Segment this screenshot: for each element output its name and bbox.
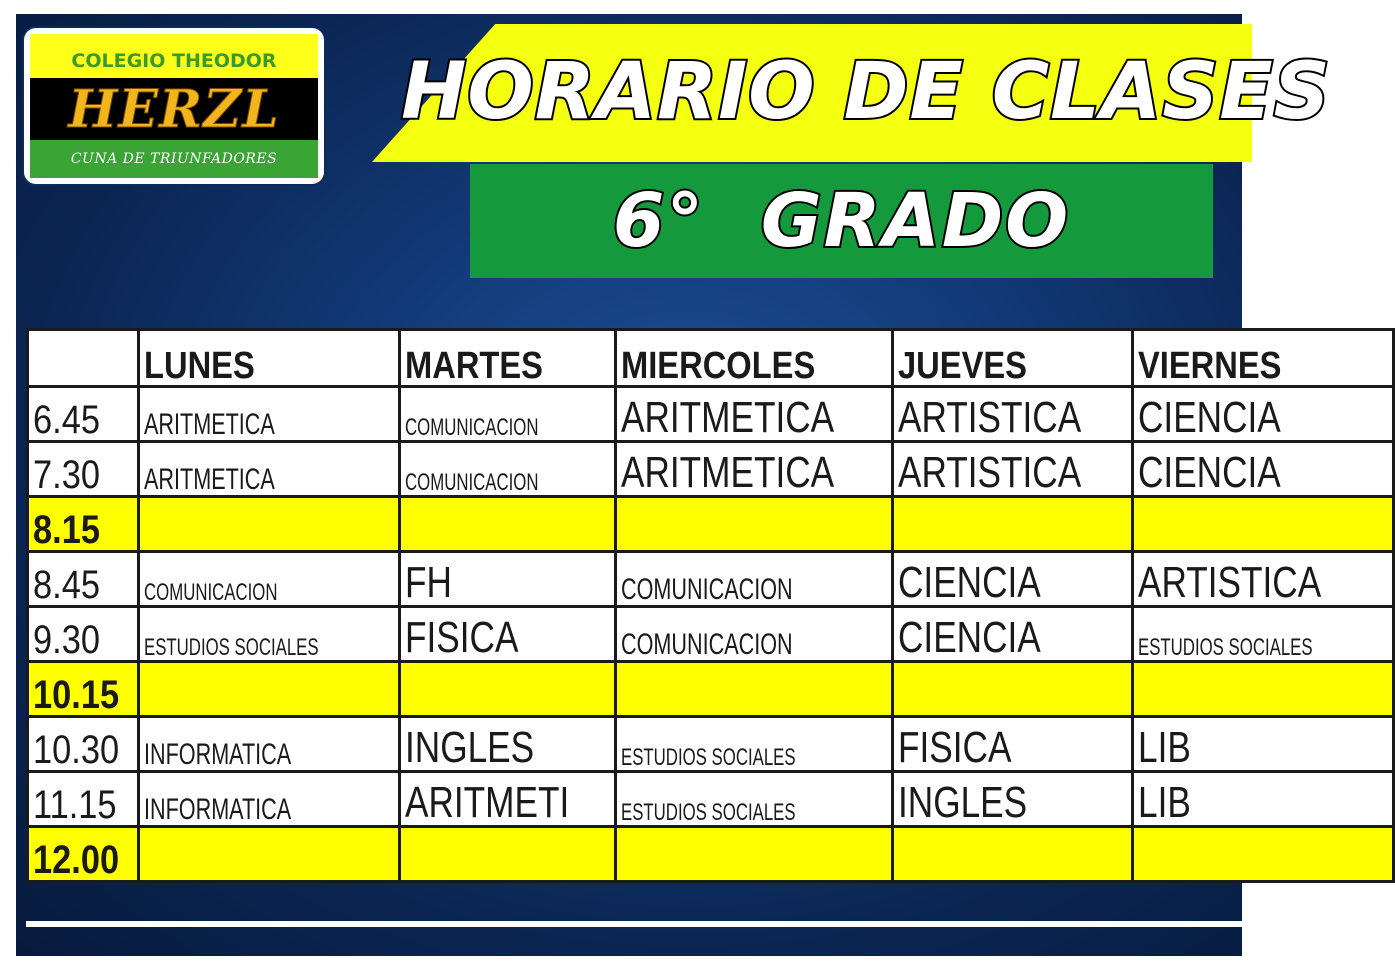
subject-cell — [139, 827, 399, 882]
subject-cell — [893, 827, 1133, 882]
time-label: 8.45 — [33, 563, 100, 607]
subject-cell — [893, 552, 1133, 607]
table-row — [28, 497, 1394, 552]
subject-cell — [893, 442, 1133, 497]
schedule-body — [28, 387, 1394, 882]
subject-cell — [615, 827, 892, 882]
time-label: 12.00 — [33, 838, 120, 882]
header-row — [28, 330, 1394, 387]
subject-label: ARTISTICA — [898, 448, 1082, 497]
subject-cell — [1133, 387, 1393, 442]
time-cell — [28, 827, 139, 882]
subject-label: CIENCIA — [898, 613, 1042, 662]
time-cell — [28, 387, 139, 442]
subject-label: CIENCIA — [1138, 448, 1282, 497]
subject-cell — [615, 497, 892, 552]
time-label: 10.30 — [33, 728, 120, 772]
subject-cell — [893, 497, 1133, 552]
subject-label: ESTUDIOS SOCIALES — [144, 634, 319, 661]
subject-label: COMUNICACION — [404, 414, 538, 441]
subject-cell — [399, 497, 615, 552]
subject-cell — [399, 772, 615, 827]
bottom-divider — [26, 921, 1242, 927]
logo-motto-text: CUNA DE TRIUNFADORES — [70, 151, 278, 167]
school-logo — [24, 28, 324, 184]
subject-cell — [399, 607, 615, 662]
subject-label: ARTISTICA — [898, 393, 1082, 442]
subject-label: ESTUDIOS SOCIALES — [620, 799, 796, 826]
header-day — [399, 330, 615, 387]
subject-label: FISICA — [898, 723, 1012, 772]
header-day — [139, 330, 399, 387]
subject-label: INFORMATICA — [144, 738, 292, 771]
subject-label: INGLES — [898, 778, 1028, 827]
table-row — [28, 387, 1394, 442]
table-row — [28, 717, 1394, 772]
header-day — [893, 330, 1133, 387]
header-day — [1133, 330, 1393, 387]
table-row — [28, 552, 1394, 607]
page-title: HORARIO DE CLASES — [401, 47, 1331, 137]
subject-label: ARITMETICA — [144, 463, 275, 496]
subject-cell — [139, 607, 399, 662]
subject-cell — [1133, 497, 1393, 552]
logo-name-text: HERZL — [68, 78, 280, 140]
subject-cell — [1133, 607, 1393, 662]
header-label: LUNES — [144, 345, 255, 387]
header-label: MARTES — [404, 345, 543, 387]
subject-cell — [615, 662, 892, 717]
subject-cell — [139, 552, 399, 607]
header-label: MIERCOLES — [620, 345, 816, 387]
subject-label: ESTUDIOS SOCIALES — [620, 744, 796, 771]
time-label: 8.15 — [33, 508, 100, 552]
subject-cell — [399, 387, 615, 442]
subject-cell — [1133, 717, 1393, 772]
subject-cell — [615, 717, 892, 772]
subject-label: ARITMETICA — [620, 393, 835, 442]
subject-label: CIENCIA — [1138, 393, 1282, 442]
subject-cell — [615, 387, 892, 442]
grade-banner — [470, 164, 1213, 278]
subject-label: CIENCIA — [898, 558, 1042, 607]
time-label: 6.45 — [33, 398, 100, 442]
subject-label: ARITMETI — [404, 778, 569, 827]
subject-cell — [139, 497, 399, 552]
poster-background — [16, 14, 1331, 956]
subject-cell — [615, 552, 892, 607]
time-label: 9.30 — [33, 618, 100, 662]
subject-cell — [399, 442, 615, 497]
subject-label: COMUNICACION — [620, 573, 793, 606]
subject-cell — [893, 662, 1133, 717]
subject-label: COMUNICACION — [620, 628, 793, 661]
logo-school-text: COLEGIO THEODOR — [71, 50, 277, 72]
subject-label: ARTISTICA — [1138, 558, 1322, 607]
time-label: 11.15 — [33, 783, 117, 827]
time-cell — [28, 497, 139, 552]
subject-cell — [893, 772, 1133, 827]
subject-cell — [139, 717, 399, 772]
subject-label: LIB — [1138, 723, 1192, 772]
time-cell — [28, 772, 139, 827]
subject-cell — [139, 662, 399, 717]
subject-cell — [893, 717, 1133, 772]
time-label: 10.15 — [33, 673, 120, 717]
header-time — [28, 330, 139, 387]
subject-cell — [1133, 552, 1393, 607]
subject-label: LIB — [1138, 778, 1192, 827]
subject-label: FH — [404, 558, 452, 607]
subject-cell — [399, 662, 615, 717]
subject-label: COMUNICACION — [404, 469, 538, 496]
time-cell — [28, 552, 139, 607]
time-cell — [28, 607, 139, 662]
subject-label: INFORMATICA — [144, 793, 292, 826]
subject-cell — [893, 387, 1133, 442]
subject-label: FISICA — [404, 613, 518, 662]
subject-cell — [1133, 662, 1393, 717]
table-row — [28, 442, 1394, 497]
table-row — [28, 662, 1394, 717]
header-day — [615, 330, 892, 387]
subject-label: INGLES — [404, 723, 534, 772]
header-label: VIERNES — [1138, 345, 1282, 387]
time-cell — [28, 662, 139, 717]
subject-cell — [1133, 772, 1393, 827]
subject-label: COMUNICACION — [144, 579, 278, 606]
subject-cell — [139, 442, 399, 497]
subject-cell — [139, 772, 399, 827]
subject-label: ARITMETICA — [144, 408, 275, 441]
subject-cell — [615, 442, 892, 497]
subject-cell — [399, 827, 615, 882]
table-row — [28, 772, 1394, 827]
subject-cell — [399, 717, 615, 772]
grade-title: 6° GRADO — [612, 178, 1071, 264]
subject-cell — [399, 552, 615, 607]
subject-cell — [893, 607, 1133, 662]
table-row — [28, 607, 1394, 662]
header-label: JUEVES — [898, 345, 1028, 387]
subject-cell — [139, 387, 399, 442]
schedule-table — [26, 328, 1395, 883]
subject-cell — [1133, 442, 1393, 497]
subject-cell — [615, 607, 892, 662]
time-label: 7.30 — [33, 453, 100, 497]
time-cell — [28, 442, 139, 497]
subject-label: ARITMETICA — [620, 448, 835, 497]
time-cell — [28, 717, 139, 772]
subject-cell — [1133, 827, 1393, 882]
table-row — [28, 827, 1394, 882]
subject-cell — [615, 772, 892, 827]
subject-label: ESTUDIOS SOCIALES — [1138, 634, 1313, 661]
